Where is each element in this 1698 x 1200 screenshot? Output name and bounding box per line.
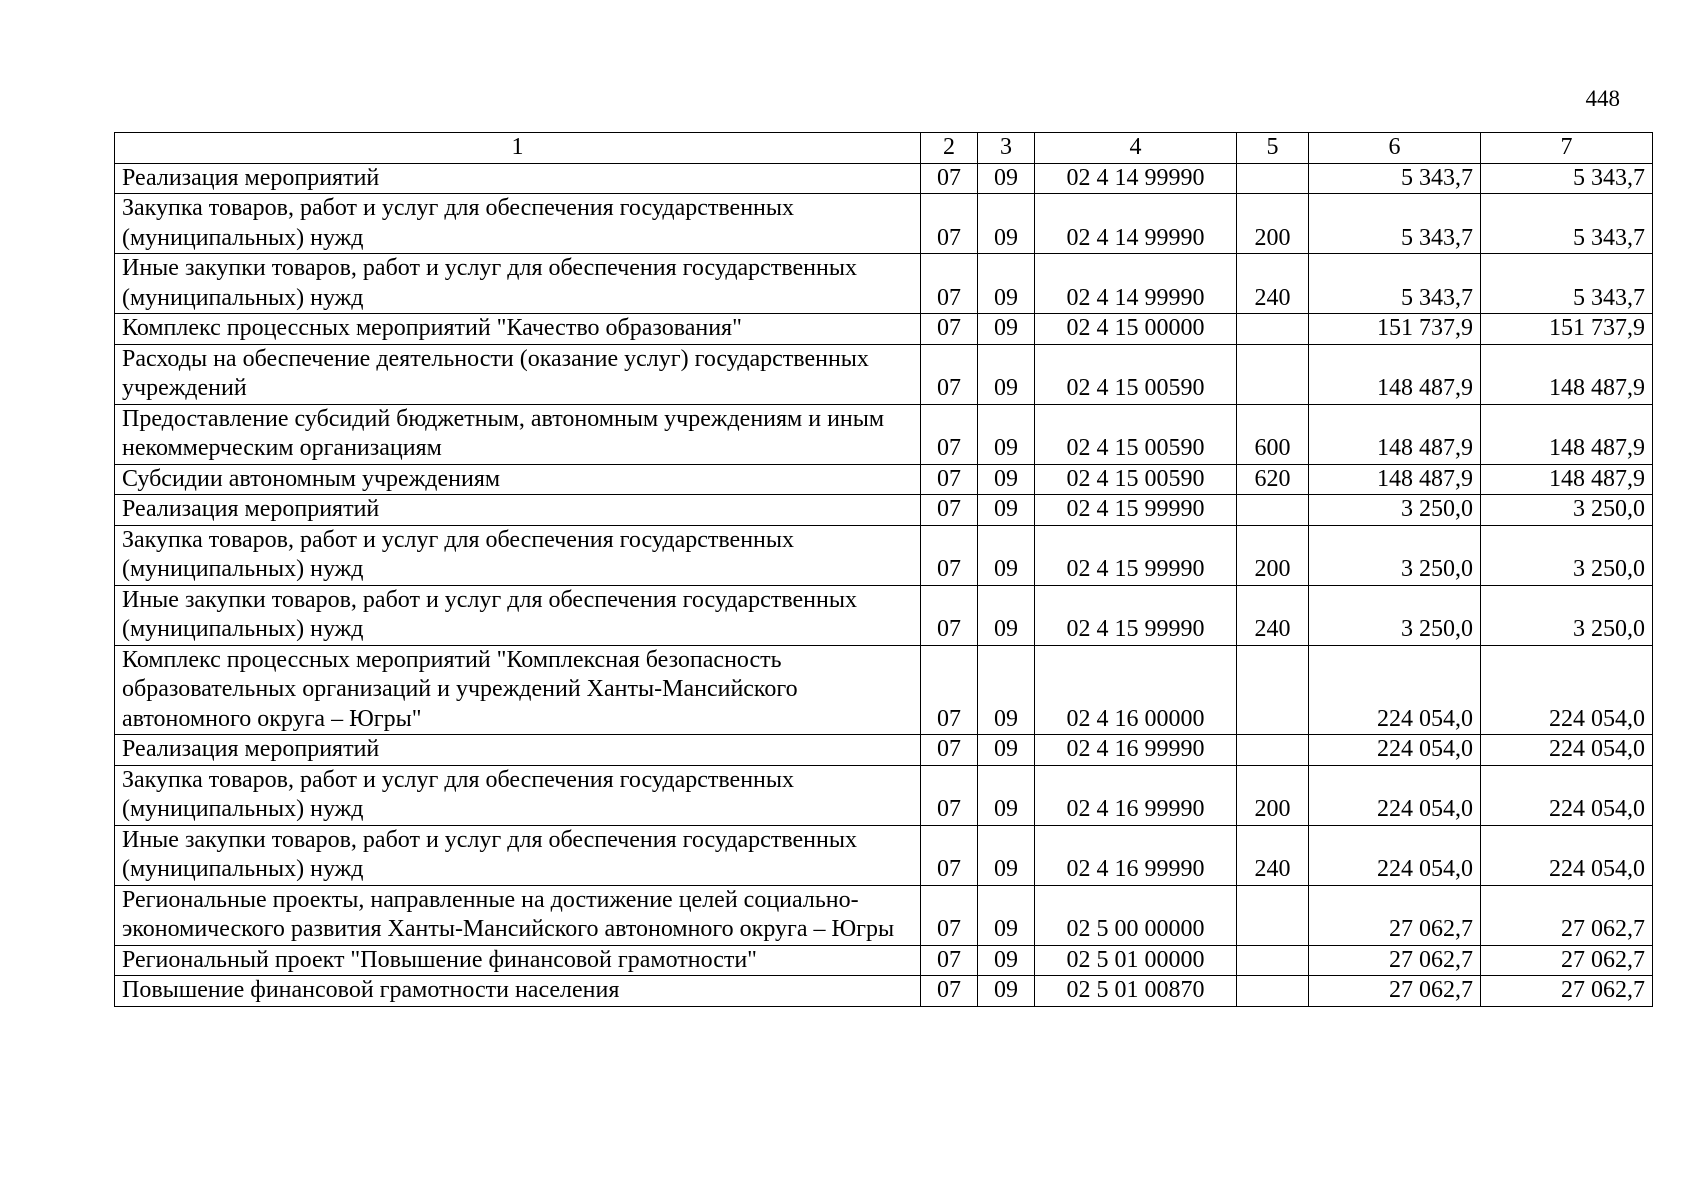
target-article-cell: 02 4 14 99990	[1035, 194, 1237, 254]
amount-cell-col6: 5 343,7	[1309, 254, 1481, 314]
target-article-cell: 02 5 00 00000	[1035, 885, 1237, 945]
section-code-cell: 07	[921, 825, 978, 885]
target-article-cell: 02 4 15 00590	[1035, 404, 1237, 464]
amount-cell-col7: 3 250,0	[1481, 495, 1653, 526]
table-row	[115, 735, 1653, 766]
section-code-cell: 07	[921, 194, 978, 254]
subsection-code-cell: 09	[978, 163, 1035, 194]
amount-cell-col7: 3 250,0	[1481, 585, 1653, 645]
expense-type-cell	[1237, 495, 1309, 526]
subsection-code-cell: 09	[978, 314, 1035, 345]
section-code-cell: 07	[921, 885, 978, 945]
header-row	[115, 133, 1653, 164]
target-article-cell: 02 4 16 00000	[1035, 645, 1237, 735]
header-cell: 4	[1035, 133, 1237, 164]
subsection-code-cell: 09	[978, 765, 1035, 825]
expense-name-cell: Комплекс процессных мероприятий "Комплексная безопасность образовательных организаций и учреждений Ханты-Мансийского автономного округа – Югры"	[115, 645, 921, 735]
subsection-code-cell: 09	[978, 344, 1035, 404]
budget-table	[114, 132, 1653, 1007]
table-row	[115, 645, 1653, 735]
amount-cell-col6: 27 062,7	[1309, 976, 1481, 1007]
expense-type-cell: 240	[1237, 825, 1309, 885]
expense-type-cell	[1237, 976, 1309, 1007]
subsection-code-cell: 09	[978, 976, 1035, 1007]
target-article-cell: 02 4 15 00590	[1035, 344, 1237, 404]
amount-cell-col7: 148 487,9	[1481, 344, 1653, 404]
subsection-code-cell: 09	[978, 735, 1035, 766]
amount-cell-col7: 27 062,7	[1481, 945, 1653, 976]
subsection-code-cell: 09	[978, 404, 1035, 464]
page-number: 448	[1585, 86, 1620, 111]
subsection-code-cell: 09	[978, 525, 1035, 585]
expense-name-cell: Региональные проекты, направленные на достижение целей социально-экономического развития Ханты-Мансийского автономного округа – Югры	[115, 885, 921, 945]
table-row	[115, 163, 1653, 194]
section-code-cell: 07	[921, 314, 978, 345]
amount-cell-col7: 151 737,9	[1481, 314, 1653, 345]
table-row	[115, 464, 1653, 495]
expense-name-cell: Закупка товаров, работ и услуг для обеспечения государственных (муниципальных) нужд	[115, 765, 921, 825]
expense-type-cell	[1237, 885, 1309, 945]
amount-cell-col7: 5 343,7	[1481, 254, 1653, 314]
section-code-cell: 07	[921, 585, 978, 645]
subsection-code-cell: 09	[978, 194, 1035, 254]
target-article-cell: 02 4 15 99990	[1035, 525, 1237, 585]
expense-name-cell: Предоставление субсидий бюджетным, автономным учреждениям и иным некоммерческим организациям	[115, 404, 921, 464]
amount-cell-col7: 27 062,7	[1481, 885, 1653, 945]
expense-type-cell: 240	[1237, 254, 1309, 314]
target-article-cell: 02 4 16 99990	[1035, 825, 1237, 885]
amount-cell-col6: 224 054,0	[1309, 645, 1481, 735]
expense-name-cell: Закупка товаров, работ и услуг для обеспечения государственных (муниципальных) нужд	[115, 194, 921, 254]
expense-name-cell: Реализация мероприятий	[115, 735, 921, 766]
header-cell: 6	[1309, 133, 1481, 164]
table-header	[115, 133, 1653, 164]
amount-cell-col7: 148 487,9	[1481, 404, 1653, 464]
subsection-code-cell: 09	[978, 945, 1035, 976]
target-article-cell: 02 4 16 99990	[1035, 765, 1237, 825]
expense-name-cell: Расходы на обеспечение деятельности (оказание услуг) государственных учреждений	[115, 344, 921, 404]
table-row	[115, 945, 1653, 976]
target-article-cell: 02 4 14 99990	[1035, 163, 1237, 194]
target-article-cell: 02 4 16 99990	[1035, 735, 1237, 766]
subsection-code-cell: 09	[978, 254, 1035, 314]
section-code-cell: 07	[921, 254, 978, 314]
amount-cell-col6: 27 062,7	[1309, 945, 1481, 976]
header-cell: 2	[921, 133, 978, 164]
table-row	[115, 825, 1653, 885]
table-row	[115, 254, 1653, 314]
target-article-cell: 02 4 15 00000	[1035, 314, 1237, 345]
table-row	[115, 525, 1653, 585]
expense-name-cell: Субсидии автономным учреждениям	[115, 464, 921, 495]
header-cell: 5	[1237, 133, 1309, 164]
expense-name-cell: Закупка товаров, работ и услуг для обеспечения государственных (муниципальных) нужд	[115, 525, 921, 585]
table-body	[115, 163, 1653, 1006]
expense-type-cell	[1237, 314, 1309, 345]
section-code-cell: 07	[921, 525, 978, 585]
amount-cell-col7: 3 250,0	[1481, 525, 1653, 585]
section-code-cell: 07	[921, 735, 978, 766]
target-article-cell: 02 4 15 00590	[1035, 464, 1237, 495]
table-row	[115, 585, 1653, 645]
expense-type-cell: 620	[1237, 464, 1309, 495]
amount-cell-col6: 224 054,0	[1309, 735, 1481, 766]
section-code-cell: 07	[921, 464, 978, 495]
expense-name-cell: Региональный проект "Повышение финансовой грамотности"	[115, 945, 921, 976]
subsection-code-cell: 09	[978, 825, 1035, 885]
table-row	[115, 314, 1653, 345]
subsection-code-cell: 09	[978, 495, 1035, 526]
expense-name-cell: Иные закупки товаров, работ и услуг для обеспечения государственных (муниципальных) нужд	[115, 254, 921, 314]
expense-type-cell	[1237, 163, 1309, 194]
expense-name-cell: Повышение финансовой грамотности населения	[115, 976, 921, 1007]
amount-cell-col6: 224 054,0	[1309, 765, 1481, 825]
expense-type-cell: 600	[1237, 404, 1309, 464]
amount-cell-col7: 148 487,9	[1481, 464, 1653, 495]
section-code-cell: 07	[921, 645, 978, 735]
section-code-cell: 07	[921, 404, 978, 464]
subsection-code-cell: 09	[978, 885, 1035, 945]
amount-cell-col7: 5 343,7	[1481, 194, 1653, 254]
section-code-cell: 07	[921, 945, 978, 976]
table-row	[115, 404, 1653, 464]
amount-cell-col6: 3 250,0	[1309, 525, 1481, 585]
subsection-code-cell: 09	[978, 645, 1035, 735]
expense-type-cell	[1237, 945, 1309, 976]
table-row	[115, 194, 1653, 254]
amount-cell-col6: 27 062,7	[1309, 885, 1481, 945]
amount-cell-col6: 3 250,0	[1309, 585, 1481, 645]
target-article-cell: 02 4 15 99990	[1035, 495, 1237, 526]
table-row	[115, 495, 1653, 526]
amount-cell-col7: 224 054,0	[1481, 735, 1653, 766]
amount-cell-col7: 224 054,0	[1481, 645, 1653, 735]
amount-cell-col6: 148 487,9	[1309, 344, 1481, 404]
table-row	[115, 344, 1653, 404]
expense-type-cell	[1237, 645, 1309, 735]
expense-type-cell: 200	[1237, 525, 1309, 585]
amount-cell-col6: 151 737,9	[1309, 314, 1481, 345]
subsection-code-cell: 09	[978, 464, 1035, 495]
expense-name-cell: Реализация мероприятий	[115, 163, 921, 194]
header-cell: 1	[115, 133, 921, 164]
table-row	[115, 976, 1653, 1007]
expense-name-cell: Иные закупки товаров, работ и услуг для обеспечения государственных (муниципальных) нужд	[115, 585, 921, 645]
amount-cell-col6: 5 343,7	[1309, 163, 1481, 194]
amount-cell-col6: 148 487,9	[1309, 464, 1481, 495]
target-article-cell: 02 5 01 00000	[1035, 945, 1237, 976]
expense-type-cell	[1237, 344, 1309, 404]
header-cell: 3	[978, 133, 1035, 164]
section-code-cell: 07	[921, 976, 978, 1007]
expense-type-cell: 200	[1237, 194, 1309, 254]
expense-type-cell	[1237, 735, 1309, 766]
amount-cell-col6: 224 054,0	[1309, 825, 1481, 885]
section-code-cell: 07	[921, 495, 978, 526]
table-row	[115, 765, 1653, 825]
amount-cell-col6: 148 487,9	[1309, 404, 1481, 464]
section-code-cell: 07	[921, 344, 978, 404]
amount-cell-col7: 224 054,0	[1481, 765, 1653, 825]
expense-type-cell: 240	[1237, 585, 1309, 645]
expense-name-cell: Иные закупки товаров, работ и услуг для обеспечения государственных (муниципальных) нужд	[115, 825, 921, 885]
expense-name-cell: Реализация мероприятий	[115, 495, 921, 526]
expense-type-cell: 200	[1237, 765, 1309, 825]
amount-cell-col6: 5 343,7	[1309, 194, 1481, 254]
amount-cell-col6: 3 250,0	[1309, 495, 1481, 526]
header-cell: 7	[1481, 133, 1653, 164]
target-article-cell: 02 4 14 99990	[1035, 254, 1237, 314]
section-code-cell: 07	[921, 765, 978, 825]
amount-cell-col7: 224 054,0	[1481, 825, 1653, 885]
subsection-code-cell: 09	[978, 585, 1035, 645]
amount-cell-col7: 5 343,7	[1481, 163, 1653, 194]
target-article-cell: 02 5 01 00870	[1035, 976, 1237, 1007]
expense-name-cell: Комплекс процессных мероприятий "Качество образования"	[115, 314, 921, 345]
section-code-cell: 07	[921, 163, 978, 194]
target-article-cell: 02 4 15 99990	[1035, 585, 1237, 645]
table-row	[115, 885, 1653, 945]
amount-cell-col7: 27 062,7	[1481, 976, 1653, 1007]
